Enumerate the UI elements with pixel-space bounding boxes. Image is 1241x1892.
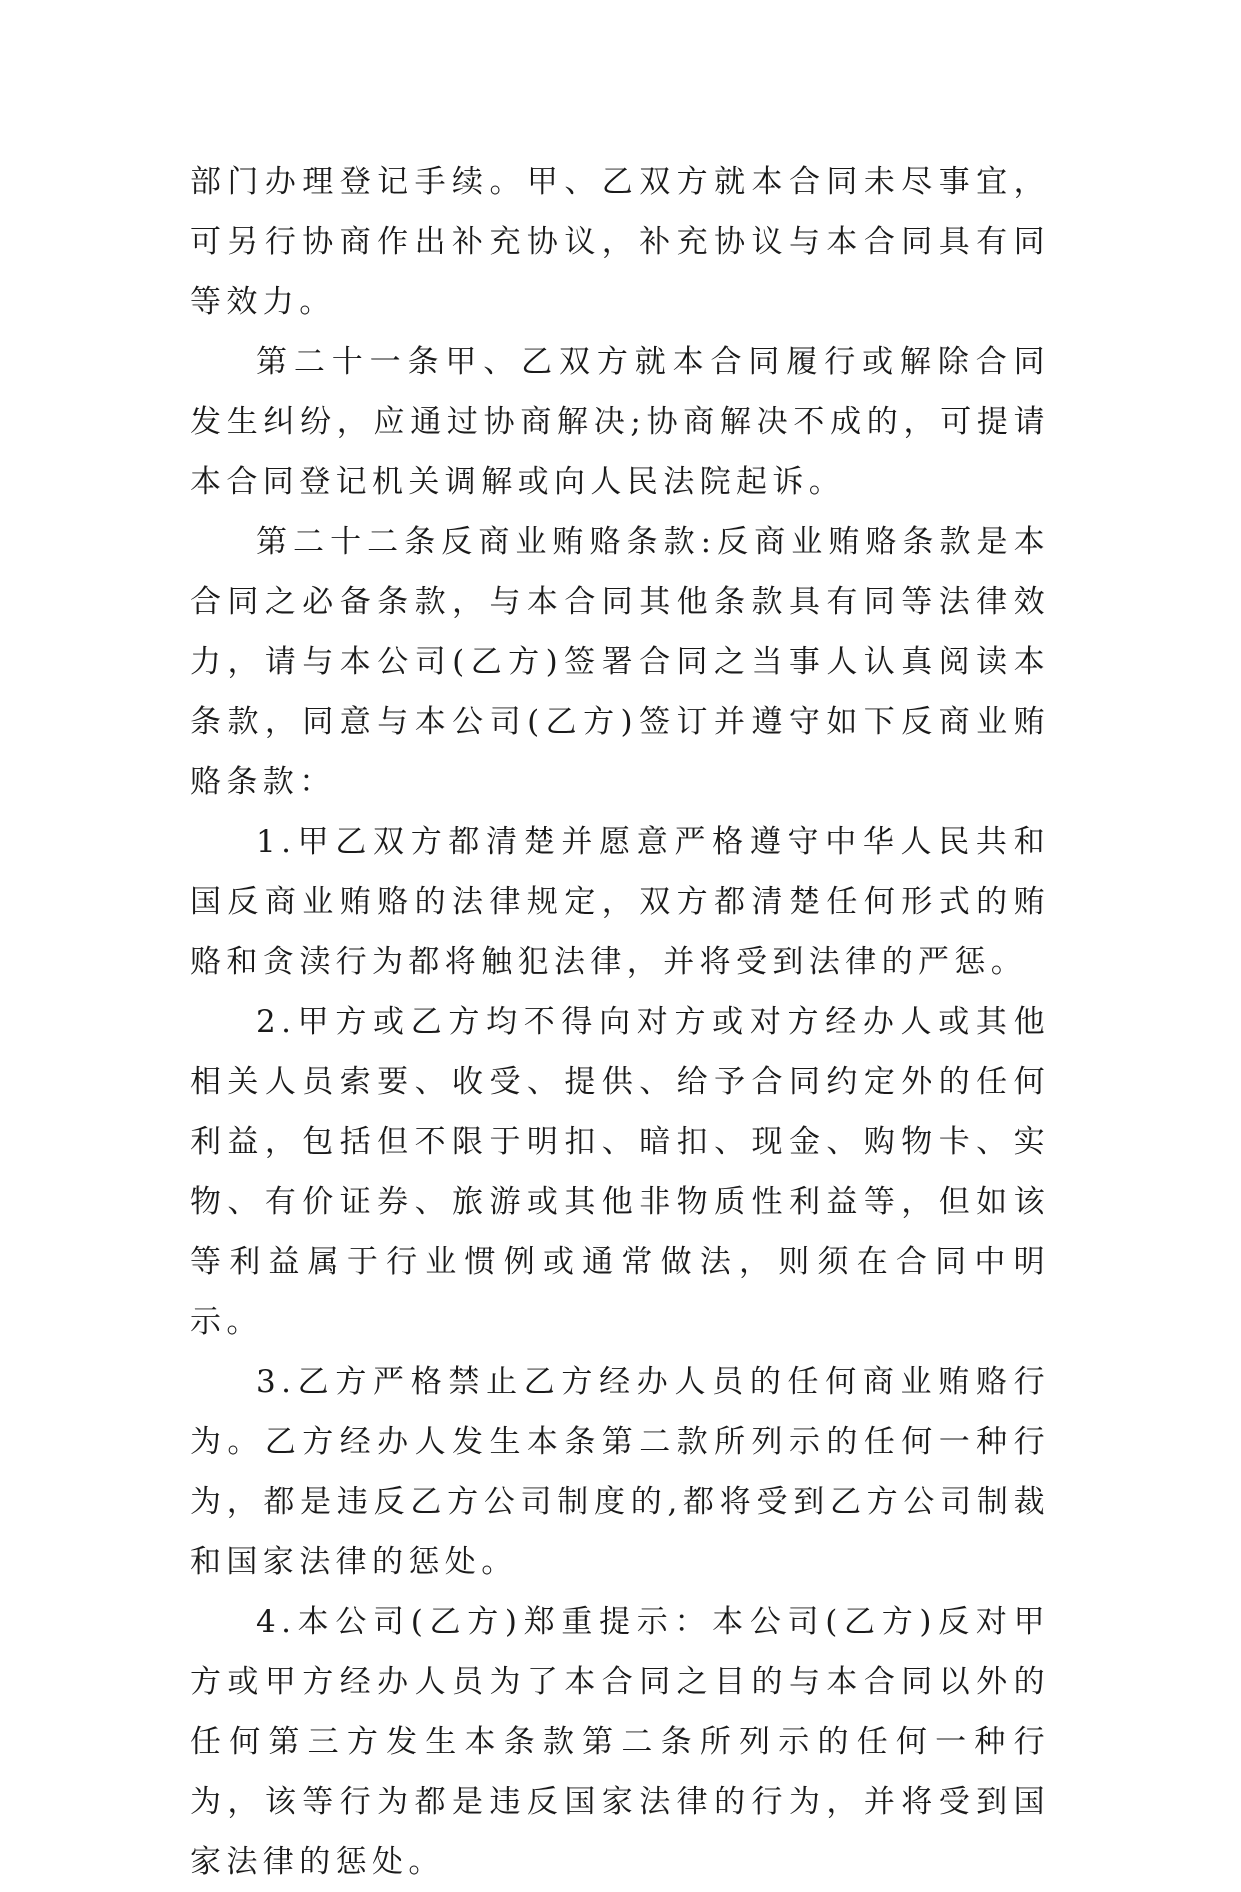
paragraph-clause-2: 2.甲方或乙方均不得向对方或对方经办人或其他相关人员索要、收受、提供、给予合同约定外的任何利益，包括但不限于明扣、暗扣、现金、购物卡、实物、有价证券、旅游或其他非物质性利益等，但如该等利益属于行业惯例或通常做法，则须在合同中明示。 — [190, 1004, 1050, 1340]
paragraph-article-22: 第二十二条反商业贿赂条款:反商业贿赂条款是本合同之必备条款，与本合同其他条款具有同等法律效力，请与本公司(乙方)签署合同之当事人认真阅读本条款，同意与本公司(乙方)签订并遵守如下反商业贿赂条款： — [190, 524, 1050, 800]
contract-text — [190, 152, 1050, 1892]
paragraph-clause-1: 1.甲乙双方都清楚并愿意严格遵守中华人民共和国反商业贿赂的法律规定，双方都清楚任何形式的贿赂和贪渎行为都将触犯法律，并将受到法律的严惩。 — [190, 824, 1050, 980]
paragraph-clause-3: 3.乙方严格禁止乙方经办人员的任何商业贿赂行为。乙方经办人发生本条第二款所列示的任何一种行为，都是违反乙方公司制度的,都将受到乙方公司制裁和国家法律的惩处。 — [190, 1364, 1050, 1580]
paragraph-clause-4: 4.本公司(乙方)郑重提示：本公司(乙方)反对甲方或甲方经办人员为了本合同之目的与本合同以外的任何第三方发生本条款第二条所列示的任何一种行为，该等行为都是违反国家法律的行为，并将受到国家法律的惩处。 — [190, 1604, 1050, 1880]
paragraph-article-21: 第二十一条甲、乙双方就本合同履行或解除合同发生纠纷，应通过协商解决;协商解决不成的，可提请本合同登记机关调解或向人民法院起诉。 — [190, 344, 1050, 500]
paragraph-registration: 部门办理登记手续。甲、乙双方就本合同未尽事宜，可另行协商作出补充协议，补充协议与本合同具有同等效力。 — [190, 164, 1050, 320]
